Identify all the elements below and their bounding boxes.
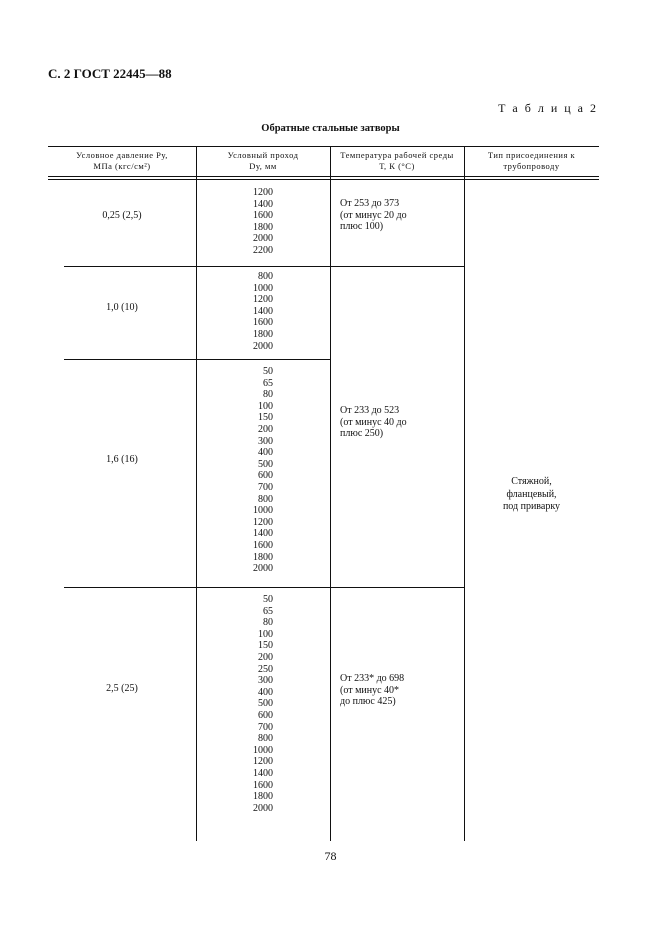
diameter-value: 50: [263, 594, 273, 605]
diameter-value: 80: [263, 617, 273, 629]
diameter-value: 1400: [253, 305, 273, 317]
temperature-cell: От 233 до 523 (от минус 40 до плюс 250): [340, 405, 407, 440]
diameter-value: 65: [263, 605, 273, 617]
diameter-value: 800: [258, 493, 273, 505]
diameter-value: 150: [258, 412, 273, 424]
column-header-diameter: Условный проход Dу, мм: [227, 150, 299, 171]
pressure-cell: 1,6 (16): [106, 454, 138, 465]
diameter-value: 65: [263, 377, 273, 389]
diameter-value: 1800: [253, 328, 273, 340]
pressure-cell: 1,0 (10): [106, 302, 138, 313]
diameter-value: 1600: [253, 210, 273, 222]
column-header-connection: Тип присоединения к трубопроводу: [487, 150, 576, 171]
table-header-rule: [48, 176, 599, 177]
diameter-value: 400: [258, 447, 273, 459]
diameter-list: [243, 271, 273, 352]
column-header-pressure: Условное давление Pу, МПа (кгс/см²): [76, 150, 168, 171]
diameter-value: 2200: [253, 244, 273, 256]
diameter-value: 1400: [253, 767, 273, 779]
diameter-value: 800: [258, 733, 273, 745]
page-number: 78: [324, 849, 337, 863]
diameter-value: 200: [258, 423, 273, 435]
diameter-value: 500: [258, 458, 273, 470]
diameter-value: 600: [258, 470, 273, 482]
column-divider-2: [330, 146, 331, 841]
temperature-cell: От 253 до 373 (от минус 20 до плюс 100): [340, 198, 407, 233]
diameter-value: 50: [263, 366, 273, 377]
diameter-value: 200: [258, 651, 273, 663]
column-header-temperature: Температура рабочей среды Т, К (°С): [340, 150, 454, 171]
diameter-value: 400: [258, 686, 273, 698]
diameter-value: 1200: [253, 756, 273, 768]
connection-type-cell: Стяжной, фланцевый, под приварку: [502, 476, 561, 512]
diameter-value: 1600: [253, 779, 273, 791]
diameter-list: [243, 594, 273, 814]
diameter-value: 1400: [253, 198, 273, 210]
diameter-value: 700: [258, 481, 273, 493]
diameter-value: 2000: [253, 563, 273, 575]
diameter-value: 80: [263, 389, 273, 401]
diameter-value: 1000: [253, 282, 273, 294]
diameter-value: 1200: [253, 516, 273, 528]
pressure-cell: 0,25 (2,5): [102, 210, 142, 221]
diameter-value: 1600: [253, 317, 273, 329]
diameter-value: 1600: [253, 539, 273, 551]
diameter-list: [243, 366, 273, 575]
diameter-value: 250: [258, 663, 273, 675]
diameter-list: [243, 187, 273, 257]
table-header-rule-2: [48, 179, 599, 180]
diameter-value: 1800: [253, 551, 273, 563]
diameter-value: 300: [258, 675, 273, 687]
diameter-value: 2000: [253, 233, 273, 245]
table-title: Обратные стальные затворы: [261, 123, 400, 134]
diameter-value: 700: [258, 721, 273, 733]
row-divider-2: [64, 359, 331, 360]
diameter-value: 500: [258, 698, 273, 710]
row-divider-1: [64, 266, 465, 267]
diameter-value: 600: [258, 709, 273, 721]
diameter-value: 2000: [253, 340, 273, 352]
diameter-value: 2000: [253, 802, 273, 814]
column-divider-1: [196, 146, 197, 841]
row-divider-3: [64, 587, 465, 588]
diameter-value: 150: [258, 640, 273, 652]
table-top-rule: [48, 146, 599, 147]
diameter-value: 1800: [253, 791, 273, 803]
diameter-value: 800: [258, 271, 273, 282]
pressure-cell: 2,5 (25): [106, 683, 138, 694]
diameter-value: 1000: [253, 505, 273, 517]
table-label: Т а б л и ц а 2: [498, 101, 598, 115]
diameter-value: 1800: [253, 221, 273, 233]
diameter-value: 100: [258, 400, 273, 412]
diameter-value: 1200: [253, 294, 273, 306]
document-header: С. 2 ГОСТ 22445—88: [48, 66, 172, 81]
diameter-value: 100: [258, 628, 273, 640]
diameter-value: 1200: [253, 187, 273, 198]
diameter-value: 1000: [253, 744, 273, 756]
diameter-value: 300: [258, 435, 273, 447]
temperature-cell: От 233* до 698 (от минус 40* до плюс 425): [340, 673, 405, 708]
diameter-value: 1400: [253, 528, 273, 540]
